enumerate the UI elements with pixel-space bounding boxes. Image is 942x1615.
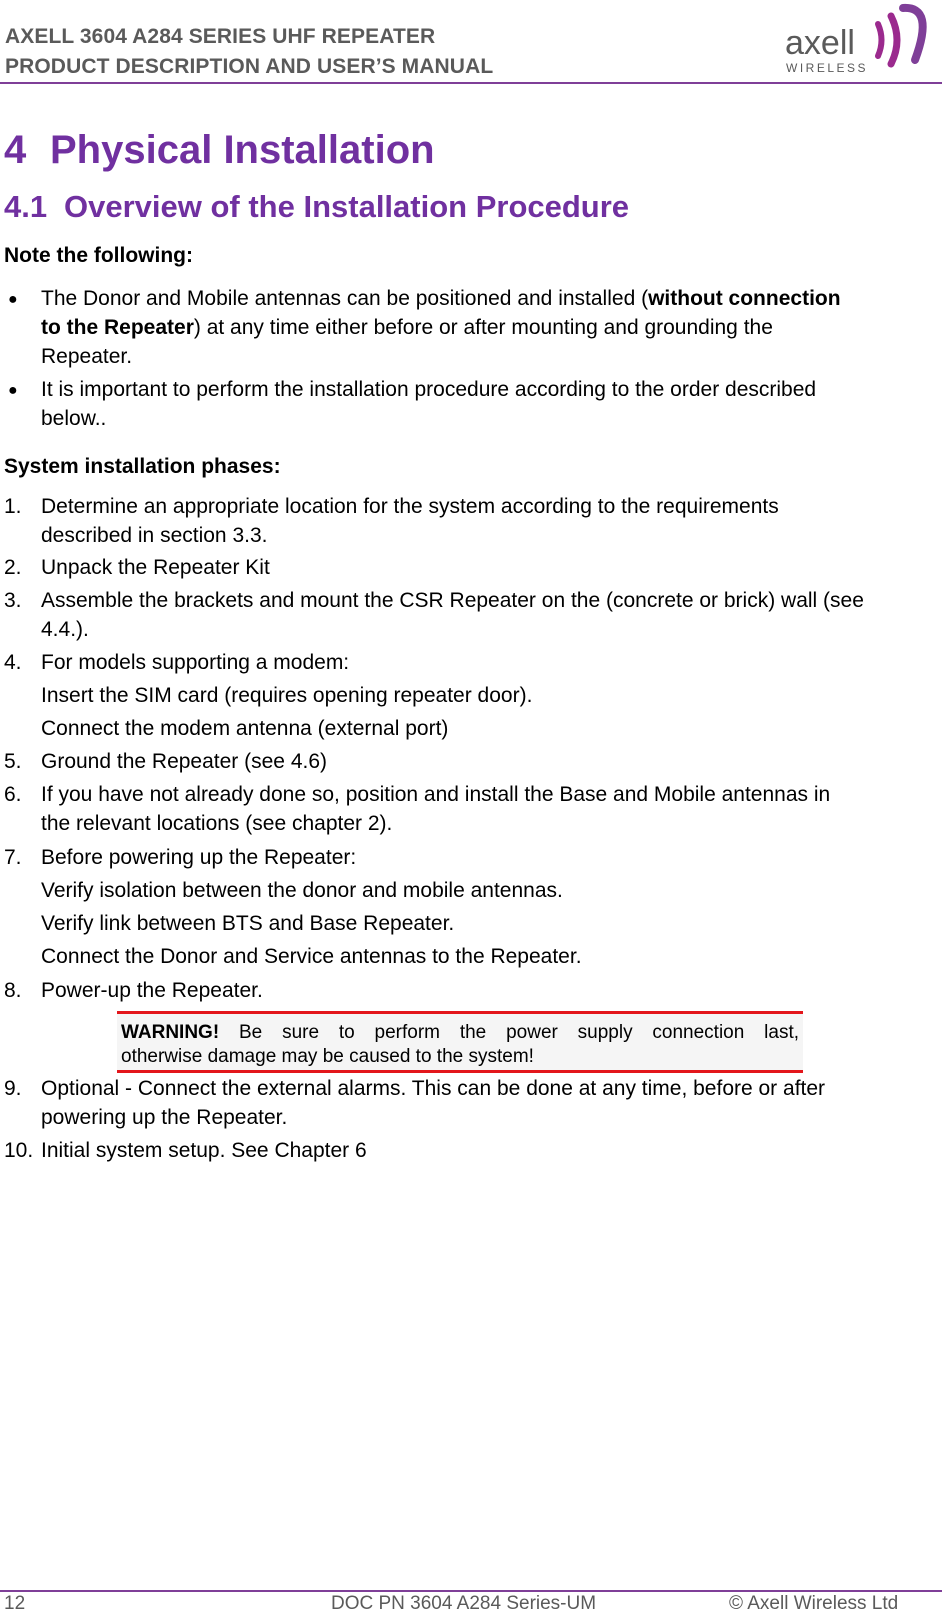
axell-wireless-logo (785, 2, 940, 80)
step-10-number: 10. (4, 1139, 34, 1162)
step-4-sub-1: Insert the SIM card (requires opening repeater door). (41, 684, 533, 707)
bullet-1-line-3: Repeater. (41, 345, 133, 368)
step-8-number: 8. (4, 979, 22, 1002)
header-rule (0, 82, 942, 84)
step-6-line-1: If you have not already done so, position and install the Base and Mobile antennas in (41, 783, 831, 806)
phases-heading: System installation phases: (4, 455, 281, 478)
step-1-line-1: Determine an appropriate location for the system according to the requirements (41, 495, 779, 518)
step-7-sub-1: Verify isolation between the donor and mobile antennas. (41, 879, 563, 902)
step-3-number: 3. (4, 589, 22, 612)
bullet-2-line-1: It is important to perform the installation procedure according to the order described (41, 378, 817, 401)
step-3-line-1: Assemble the brackets and mount the CSR Repeater on the (concrete or brick) wall (see (41, 589, 864, 612)
step-10-line-1: Initial system setup. See Chapter 6 (41, 1139, 367, 1162)
logo-subtext: WIRELESS (786, 61, 869, 75)
header-title-line1: AXELL 3604 A284 SERIES UHF REPEATER (5, 25, 436, 48)
step-5-line-1: Ground the Repeater (see 4.6) (41, 750, 328, 773)
step-4-line-1: For models supporting a modem: (41, 651, 350, 674)
bullet-1-line-2: to the Repeater) at any time either before or after mounting and grounding the (41, 316, 773, 339)
bullet-dot-icon: ● (8, 382, 18, 399)
step-5-number: 5. (4, 750, 22, 773)
document-number: DOC PN 3604 A284 Series-UM (331, 1593, 597, 1614)
step-9-line-2: powering up the Repeater. (41, 1106, 288, 1129)
logo-signal-arc-medium-icon (891, 16, 897, 64)
step-2-number: 2. (4, 556, 22, 579)
step-9-line-1: Optional - Connect the external alarms. This can be done at any time, before or after (41, 1077, 826, 1100)
logo-signal-arc-large-icon (903, 8, 923, 60)
warning-box (117, 1011, 803, 1073)
section-number: 4.1 (4, 189, 48, 224)
step-1-line-2: described in section 3.3. (41, 524, 268, 547)
page-number: 12 (4, 1593, 26, 1614)
logo-signal-arc-small-icon (878, 24, 882, 56)
bullet-1-line-1: The Donor and Mobile antennas can be positioned and installed (without connection (41, 287, 841, 310)
step-8-line-1: Power-up the Repeater. (41, 979, 263, 1002)
step-6-number: 6. (4, 783, 22, 806)
step-4-number: 4. (4, 651, 22, 674)
bullet-2-line-2: below.. (41, 407, 107, 430)
warning-line-2: otherwise damage may be caused to the system! (121, 1046, 534, 1067)
chapter-title: Physical Installation (50, 128, 435, 172)
section-heading (4, 189, 629, 225)
step-4-sub-2: Connect the modem antenna (external port) (41, 717, 449, 740)
step-1-number: 1. (4, 495, 22, 518)
step-6-line-2: the relevant locations (see chapter 2). (41, 812, 393, 835)
warning-label: WARNING! (121, 1022, 220, 1043)
chapter-number: 4 (4, 128, 27, 172)
bullet-dot-icon: ● (8, 291, 18, 308)
step-3-line-2: 4.4.). (41, 618, 89, 641)
footer-rule (0, 1590, 942, 1592)
step-7-line-1: Before powering up the Repeater: (41, 846, 357, 869)
section-title: Overview of the Installation Procedure (64, 189, 630, 224)
warning-text-1: Be sure to perform the power supply connection last, (239, 1022, 799, 1043)
step-7-sub-3: Connect the Donor and Service antennas to the Repeater. (41, 945, 582, 968)
step-7-sub-2: Verify link between BTS and Base Repeater. (41, 912, 455, 935)
step-7-number: 7. (4, 846, 22, 869)
logo-wordmark: axell (785, 24, 855, 62)
header-title-line2: PRODUCT DESCRIPTION AND USER’S MANUAL (5, 55, 494, 78)
step-9-number: 9. (4, 1077, 22, 1100)
warning-line-1 (121, 1022, 799, 1044)
step-2-line-1: Unpack the Repeater Kit (41, 556, 270, 579)
note-heading: Note the following: (4, 244, 193, 267)
copyright: © Axell Wireless Ltd (729, 1593, 899, 1614)
chapter-heading (4, 128, 435, 173)
